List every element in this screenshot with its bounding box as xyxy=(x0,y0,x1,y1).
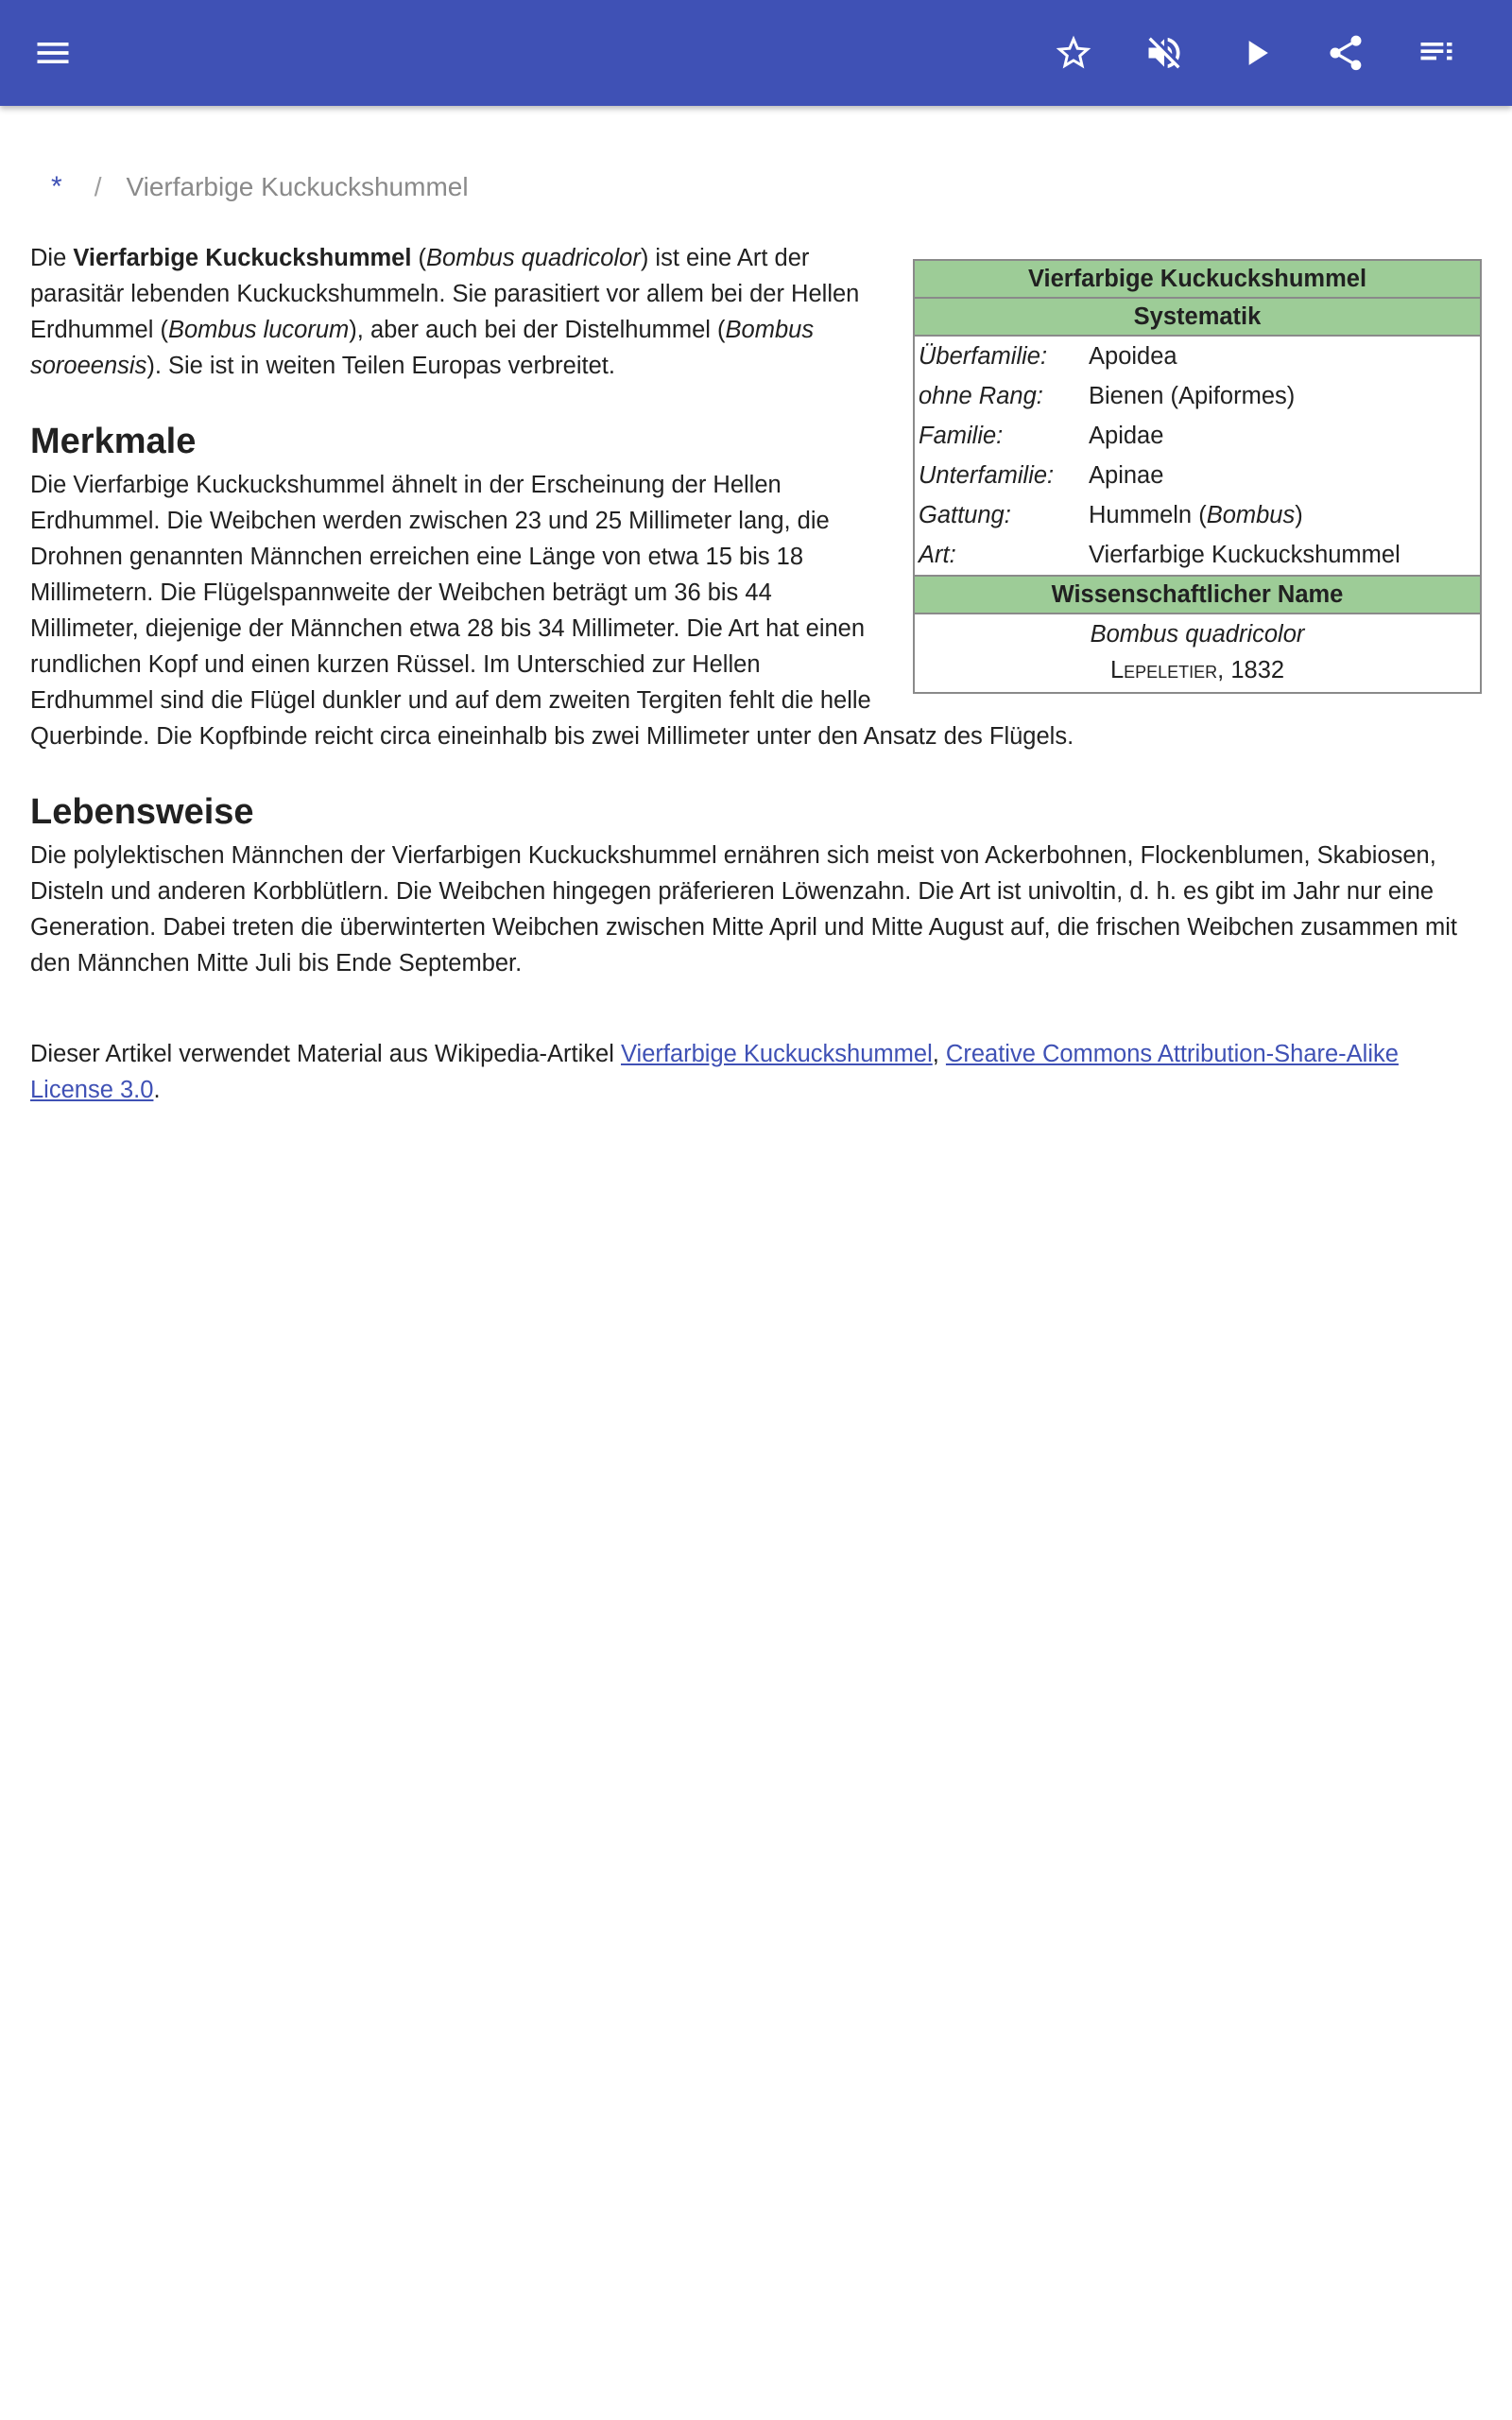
taxobox-row xyxy=(915,337,1480,376)
taxobox-sci-header: Wissenschaftlicher Name xyxy=(915,575,1480,614)
taxobox-title: Vierfarbige Kuckuckshummel xyxy=(915,261,1480,299)
intro-text: ) ist eine Art der parasitär lebenden Kuckuckshummeln. Sie parasitiert vor allem bei der Hellen Erdhummel ( xyxy=(30,245,860,343)
menu-icon xyxy=(32,32,74,74)
taxobox-row xyxy=(915,456,1480,495)
breadcrumb-separator: / xyxy=(94,172,102,201)
taxobox-key: Gattung: xyxy=(919,502,1011,528)
breadcrumb-current: Vierfarbige Kuckuckshummel xyxy=(126,172,469,201)
menu-button[interactable] xyxy=(19,19,87,87)
taxobox xyxy=(913,259,1482,694)
taxobox-value-genus: Bombus xyxy=(1206,502,1296,528)
article xyxy=(30,142,1482,1108)
wikipedia-article-link[interactable]: Vierfarbige Kuckuckshummel xyxy=(620,1041,933,1067)
footer-text: Dieser Artikel verwendet Material aus Wikipedia-Artikel xyxy=(30,1041,621,1067)
taxobox-value-text: ) xyxy=(1295,502,1303,528)
taxobox-value: Bienen (Apiformes) xyxy=(1089,383,1296,409)
merkmale-paragraph: Die Vierfarbige Kuckuckshummel ähnelt in der Erscheinung der Hellen Erdhummel. Die Weibchen werden zwischen 23 und 25 Millimeter lang, die Drohnen genannten Männchen erreichen eine Länge von etwa 15 bis 18 Millimetern. Die Flügelspannweite der Weibchen beträgt um 36 bis 44 Millimeter, diejenige der Männchen etwa 28 bis 34 Millimeter. Die Art hat einen rundlichen Kopf und einen kurzen Rüssel. Im Unterschied zur Hellen Erdhummel sind die Flügel dunkler und auf dem zweiten Tergiten fehlt die helle Querbinde. Die Kopfbinde reicht circa eineinhalb bis zwei Millimeter unter den Ansatz des Flügels. xyxy=(30,472,1074,750)
share-icon xyxy=(1325,32,1366,74)
taxobox-value-text: Hummeln ( xyxy=(1089,502,1207,528)
intro-sci-name: Bombus lucorum xyxy=(167,317,350,343)
favorite-button[interactable] xyxy=(1040,19,1108,87)
taxobox-value: Apidae xyxy=(1089,423,1164,449)
taxobox-value: Vierfarbige Kuckuckshummel xyxy=(1089,542,1400,568)
intro-text: ), aber auch bei der Distelhummel ( xyxy=(349,317,726,343)
breadcrumb xyxy=(30,142,1482,233)
section-heading-lebensweise: Lebensweise xyxy=(30,792,254,832)
volume-off-icon xyxy=(1143,32,1185,74)
section-heading-merkmale: Merkmale xyxy=(30,422,197,461)
breadcrumb-home-link[interactable]: * xyxy=(51,171,62,202)
taxobox-value: Apoidea xyxy=(1089,343,1177,370)
contents-button[interactable] xyxy=(1402,19,1470,87)
share-button[interactable] xyxy=(1312,19,1380,87)
play-button[interactable] xyxy=(1222,19,1290,87)
taxobox-value: Apinae xyxy=(1089,462,1164,489)
taxobox-row xyxy=(915,535,1480,575)
footer-text: , xyxy=(932,1041,946,1067)
taxobox-key: Unterfamilie: xyxy=(919,462,1055,489)
star-icon xyxy=(1053,32,1094,74)
footer-text: . xyxy=(153,1077,161,1103)
license-link[interactable]: Creative Commons Attribution-Share-Alike License 3.0 xyxy=(30,1041,1399,1103)
play-icon xyxy=(1235,32,1277,74)
taxobox-key: Art: xyxy=(919,542,956,568)
mute-button[interactable] xyxy=(1130,19,1198,87)
app-bar xyxy=(0,0,1512,106)
intro-sci-name: Bombus soroeensis xyxy=(30,317,815,379)
intro-text: ( xyxy=(411,245,427,271)
taxobox-row xyxy=(915,376,1480,416)
author-year: , 1832 xyxy=(1217,657,1285,683)
intro-sci-name: Bombus quadricolor xyxy=(426,245,641,271)
taxobox-key: ohne Rang: xyxy=(919,383,1043,409)
taxobox-key: Familie: xyxy=(919,423,1004,449)
taxobox-row xyxy=(915,495,1480,535)
taxobox-value xyxy=(1089,497,1303,533)
intro-text: Die xyxy=(30,245,74,271)
intro-title-bold: Vierfarbige Kuckuckshummel xyxy=(73,245,412,271)
playlist-icon xyxy=(1416,32,1457,74)
intro-text: ). Sie ist in weiten Teilen Europas verbreitet. xyxy=(146,353,615,379)
lebensweise-paragraph: Die polylektischen Männchen der Vierfarbigen Kuckuckshummel ernähren sich meist von Ackerbohnen, Flockenblumen, Skabiosen, Disteln und anderen Korbblütlern. Die Weibchen hingegen präferieren Löwenzahn. Die Art ist univoltin, d. h. es gibt im Jahr nur eine Generation. Dabei treten die überwinterten Weibchen zwischen Mitte April und Mitte August auf, die frischen Weibchen zusammen mit den Männchen Mitte Juli bis Ende September. xyxy=(30,842,1458,977)
taxobox-key: Überfamilie: xyxy=(919,343,1048,370)
author-name: Lepeletier xyxy=(1109,657,1218,683)
taxobox-systematik-header: Systematik xyxy=(915,299,1480,337)
scientific-name: Bombus quadricolor xyxy=(1090,621,1305,648)
license-footer xyxy=(30,1036,1482,1108)
taxobox-row xyxy=(915,416,1480,456)
taxobox-scientific-name xyxy=(915,614,1480,692)
